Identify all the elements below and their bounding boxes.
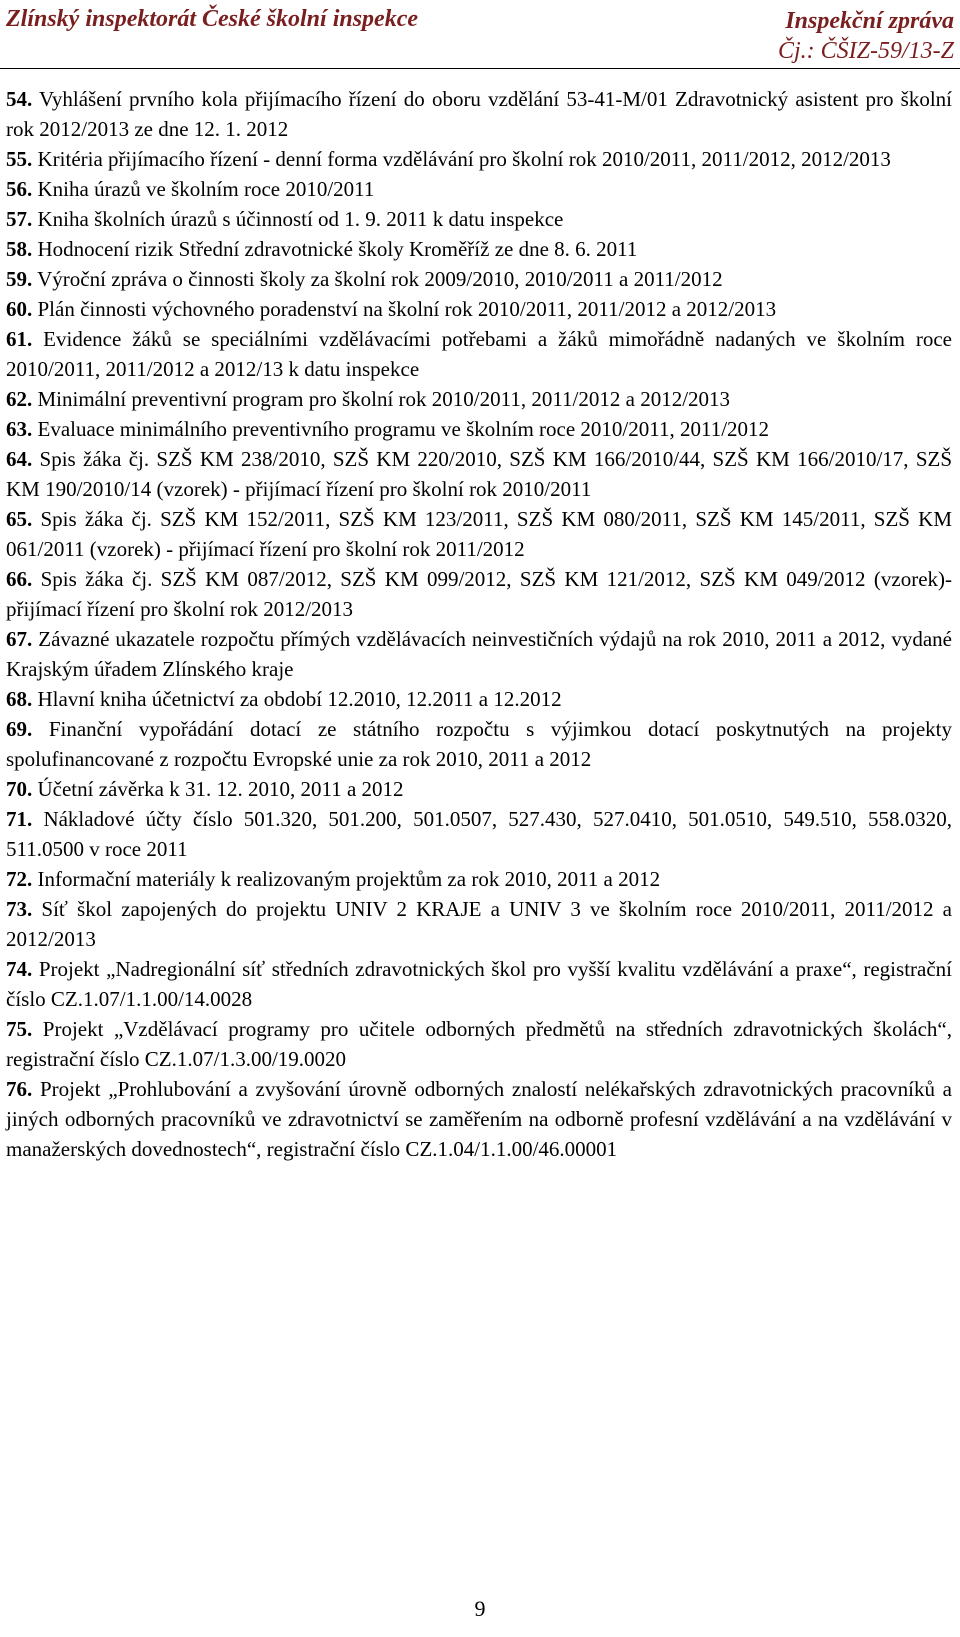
list-item — [6, 204, 952, 234]
item-number: 54. — [6, 87, 33, 111]
item-text: Projekt „Nadregionální síť středních zdravotnických škol pro vyšší kvalitu vzdělávání a praxe“, registrační číslo CZ.1.07/1.1.00/14.0028 — [6, 957, 952, 1011]
item-number: 69. — [6, 717, 33, 741]
list-item — [6, 414, 952, 444]
item-text: Síť škol zapojených do projektu UNIV 2 KRAJE a UNIV 3 ve školním roce 2010/2011, 2011/2012 a 2012/2013 — [6, 897, 953, 951]
list-item — [6, 894, 952, 954]
list-item — [6, 84, 952, 144]
list-item — [6, 714, 952, 774]
item-number: 67. — [6, 627, 33, 651]
item-text: Evidence žáků se speciálními vzdělávacími potřebami a žáků mimořádně nadaných ve školním roce 2010/2011, 2011/2012 a 2012/13 k datu inspekce — [6, 327, 953, 381]
list-item — [6, 384, 952, 414]
item-number: 76. — [6, 1077, 33, 1101]
item-number: 65. — [6, 507, 33, 531]
list-item — [6, 294, 952, 324]
inspectorate-name: Zlínský inspektorát České školní inspekce — [6, 6, 419, 32]
list-item — [6, 804, 952, 864]
item-number: 75. — [6, 1017, 33, 1041]
item-text: Spis žáka čj. SZŠ KM 087/2012, SZŠ KM 099/2012, SZŠ KM 121/2012, SZŠ KM 049/2012 (vzorek)- přijímací řízení pro školní rok 2012/2013 — [6, 567, 952, 621]
item-number: 60. — [6, 297, 33, 321]
list-item — [6, 774, 952, 804]
item-text: Finanční vypořádání dotací ze státního rozpočtu s výjimkou dotací poskytnutých na projekty spolufinancované z rozpočtu Evropské unie za rok 2010, 2011 a 2012 — [6, 717, 952, 771]
item-number: 58. — [6, 237, 33, 261]
item-number: 74. — [6, 957, 33, 981]
list-item — [6, 1014, 952, 1074]
item-text: Spis žáka čj. SZŠ KM 152/2011, SZŠ KM 123/2011, SZŠ KM 080/2011, SZŠ KM 145/2011, SZŠ KM 061/2011 (vzorek) - přijímací řízení pro školní rok 2011/2012 — [6, 507, 952, 561]
item-text: Hlavní kniha účetnictví za období 12.2010, 12.2011 a 12.2012 — [37, 687, 562, 711]
list-item — [6, 864, 952, 894]
item-text: Evaluace minimálního preventivního programu ve školním roce 2010/2011, 2011/2012 — [37, 417, 770, 441]
item-text: Účetní závěrka k 31. 12. 2010, 2011 a 2012 — [37, 777, 404, 801]
item-number: 64. — [6, 447, 33, 471]
item-number: 63. — [6, 417, 33, 441]
report-title: Inspekční zpráva — [785, 8, 954, 34]
list-item — [6, 624, 952, 684]
list-item — [6, 444, 952, 504]
item-text: Minimální preventivní program pro školní rok 2010/2011, 2011/2012 a 2012/2013 — [37, 387, 731, 411]
item-text: Projekt „Vzdělávací programy pro učitele odborných předmětů na středních zdravotnických školách“, registrační číslo CZ.1.07/1.3.00/19.0020 — [6, 1017, 952, 1071]
item-number: 68. — [6, 687, 33, 711]
list-item — [6, 144, 952, 174]
item-text: Výroční zpráva o činnosti školy za školní rok 2009/2010, 2010/2011 a 2011/2012 — [37, 267, 723, 291]
report-heading — [778, 6, 954, 66]
item-number: 55. — [6, 147, 33, 171]
item-number: 57. — [6, 207, 33, 231]
item-number: 71. — [6, 807, 33, 831]
page-header — [0, 0, 960, 68]
item-text: Nákladové účty číslo 501.320, 501.200, 501.0507, 527.430, 527.0410, 501.0510, 549.510, 558.0320, 511.0500 v roce 2011 — [6, 807, 953, 861]
item-number: 62. — [6, 387, 33, 411]
item-number: 66. — [6, 567, 33, 591]
reference-number: Čj.: ČŠIZ-59/13-Z — [777, 38, 954, 64]
item-number: 70. — [6, 777, 33, 801]
item-text: Projekt „Prohlubování a zvyšování úrovně odborných znalostí nelékařských zdravotnických pracovníků a jiných odborných pracovníků ve zdravotnictví se zaměřením na odborně profesní vzdělávání a na vzdělávání v manažerských dovednostech“, registrační číslo CZ.1.04/1.1.00/46.00001 — [6, 1077, 953, 1161]
document-list — [6, 84, 952, 1164]
list-item — [6, 954, 952, 1014]
item-text: Plán činnosti výchovného poradenství na školní rok 2010/2011, 2011/2012 a 2012/2013 — [37, 297, 777, 321]
item-number: 61. — [6, 327, 33, 351]
item-text: Kritéria přijímacího řízení - denní forma vzdělávání pro školní rok 2010/2011, 2011/2012, 2012/2013 — [37, 147, 891, 171]
list-item — [6, 564, 952, 624]
item-text: Spis žáka čj. SZŠ KM 238/2010, SZŠ KM 220/2010, SZŠ KM 166/2010/44, SZŠ KM 166/2010/17, SZŠ KM 190/2010/14 (vzorek) - přijímací řízení pro školní rok 2010/2011 — [6, 447, 953, 501]
item-number: 56. — [6, 177, 33, 201]
item-text: Hodnocení rizik Střední zdravotnické školy Kroměříž ze dne 8. 6. 2011 — [37, 237, 638, 261]
list-item — [6, 234, 952, 264]
item-number: 73. — [6, 897, 33, 921]
list-item — [6, 684, 952, 714]
list-item — [6, 174, 952, 204]
list-item — [6, 504, 952, 564]
item-text: Kniha úrazů ve školním roce 2010/2011 — [37, 177, 375, 201]
list-item — [6, 324, 952, 384]
header-divider — [0, 68, 960, 69]
item-text: Závazné ukazatele rozpočtu přímých vzdělávacích neinvestičních výdajů na rok 2010, 2011 a 2012, vydané Krajským úřadem Zlínského kraje — [6, 627, 952, 681]
item-number: 59. — [6, 267, 33, 291]
list-item — [6, 1074, 952, 1164]
page-number: 9 — [474, 1596, 486, 1621]
list-item — [6, 264, 952, 294]
item-text: Informační materiály k realizovaným projektům za rok 2010, 2011 a 2012 — [37, 867, 661, 891]
item-number: 72. — [6, 867, 33, 891]
item-text: Vyhlášení prvního kola přijímacího řízení do oboru vzdělání 53-41-M/01 Zdravotnický asistent pro školní rok 2012/2013 ze dne 12. 1. 2012 — [6, 87, 952, 141]
item-text: Kniha školních úrazů s účinností od 1. 9. 2011 k datu inspekce — [37, 207, 564, 231]
